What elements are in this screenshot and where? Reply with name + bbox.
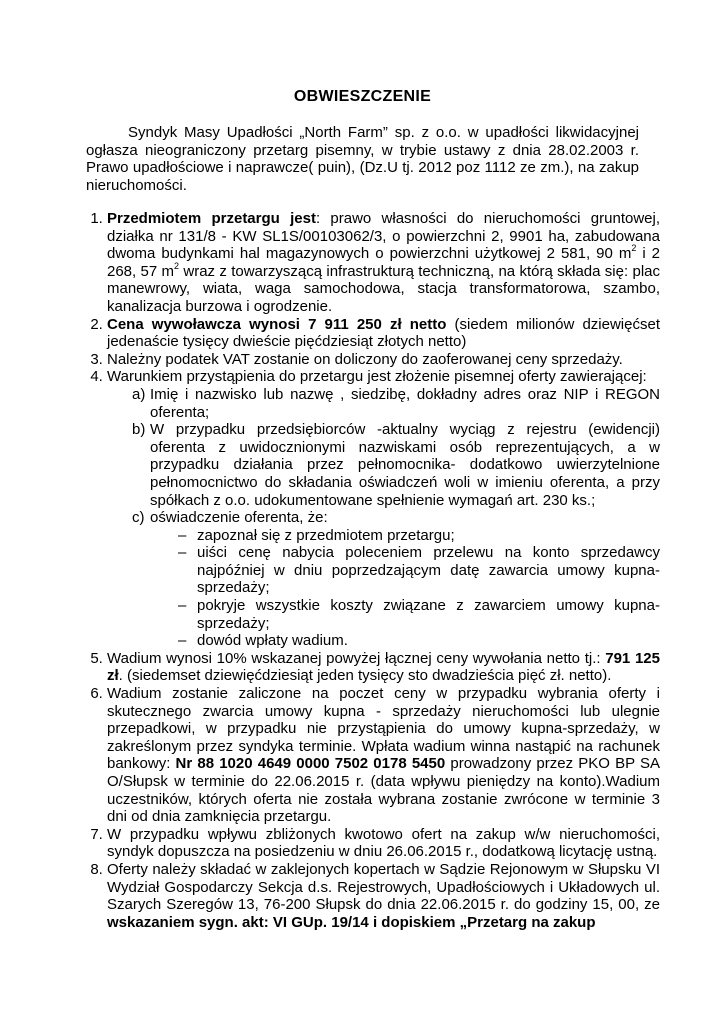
- sub-item-b: b) W przypadku przedsiębiorców -aktualny wyciąg z rejestru (ewidencji) oferenta z uwidocznionymi nazwiskami osób reprezentujących, a w przypadku działania przez pełnomocnika- dodatkowo uwierzytelnione pełnomocnictwo do składania oświadczeń woli w imieniu oferenta, a przy spółkach z o.o. udokumentowane spełnienie wymagań art. 230 ks.;: [132, 421, 660, 509]
- dash-item-4: – dowód wpłaty wadium.: [178, 632, 348, 650]
- page-title: OBWIESZCZENIE: [293, 88, 432, 105]
- list-item-1: 1. Przedmiotem przetargu jest: prawo własności do nieruchomości gruntowej, działka nr 131/8 - KW SL1S/00103062/3, o powierzchni 2, 9901 ha, zabudowana dwoma budynkami hal magazynowych o powierzchni użytkowej 2 581, 90 $m^2$ i 2 268, 57 $m^2$ wraz z towarzyszącą infrastrukturą techniczną, na którą składa się: plac manewrowy, wiata, waga samochodowa, stacja transformatorowa, szambo, kanalizacja burzowa i ogrodzenie.: [107, 210, 660, 316]
- list-item-2: 2. Cena wywoławcza wynosi 7 911 250 zł netto (siedem milionów dziewięćset jedenaście tysięcy dwieście pięćdziesiąt złotych netto): [107, 316, 660, 351]
- intro-paragraph: [86, 124, 639, 194]
- list-item-4: 4. Warunkiem przystąpienia do przetargu jest złożenie pisemnej oferty zawierającej: a) Imię i nazwisko lub nazwę , siedzibę, dokładny adres oraz NIP i REGON oferenta; b) W przypadku przedsiębiorców -aktualny wyciąg z rejestru (ewidencji) oferenta z uwidocznionymi nazwiskami osób reprezentujących, a w przypadku działania przez pełnomocnika- dodatkowo uwierzytelnione pełnomocnictwo do składania oświadczeń woli w imieniu oferenta, a przy spółkach z o.o. udokumentowane spełnienie wymagań art. 230 ks.; c) oświadczenie oferenta, że: – zapoznał się z przedmiotem przetargu; – uiści cenę nabycia poleceniem przelewu na konto sprzedawcy najpóźniej w dniu poprzedzającym datę zawarcia umowy kupna-sprzedaży; – pokryje wszystkie koszty związane z zawarciem umowy kupna-sprzedaży; – dowód wpłaty wadium.: [107, 368, 660, 650]
- intro-text: Syndyk Masy Upadłości „North Farm” sp. z o.o. w upadłości likwidacyjnej ogłasza nieograniczony przetarg pisemny, w trybie ustawy z dnia 28.02.2003 r. Prawo upadłościowe i naprawcze( puin), (Dz.U tj. 2012 poz 1112 ze zm.), na zakup nieruchomości.: [86, 124, 639, 194]
- list-item-8: 8. Oferty należy składać w zaklejonych kopertach w Sądzie Rejonowym w Słupsku VI Wydział Gospodarczy Sekcja d.s. Rejestrowych, Upadłościowych i Układowych ul. Szarych Szeregów 13, 76-200 Słupsk do dnia 22.06.2015 r. do godziny 15, 00, ze wskazaniem sygn. akt: VI GUp. 19/14 i dopiskiem „Przetarg na zakup: [107, 861, 660, 931]
- list-item-6: 6. Wadium zostanie zaliczone na poczet ceny w przypadku wybrania oferty i skutecznego zwarcia umowy kupna - sprzedaży nieruchomości lub ulegnie przepadkowi, w przypadku nie przystąpienia do umowy kupna-sprzedaży, w zakreślonym przez syndyka terminie. Wpłata wadium winna nastąpić na rachunek bankowy: Nr 88 1020 4649 0000 7502 0178 5450 prowadzony przez PKO BP SA O/Słupsk w terminie do 22.06.2015 r. (data wpływu pieniędzy na konto).Wadium uczestników, których oferta nie została wybrana zostanie zwrócone w terminie 3 dni od dnia zamknięcia przetargu.: [107, 685, 660, 826]
- declaration-list: [150, 527, 660, 650]
- item1-bold: Przedmiotem przetargu jest: [107, 210, 316, 227]
- item5-bold: 791 125 zł: [107, 649, 660, 685]
- sub-item-c: c) oświadczenie oferenta, że: – zapoznał się z przedmiotem przetargu; – uiści cenę nabycia poleceniem przelewu na konto sprzedawcy najpóźniej w dniu poprzedzającym datę zawarcia umowy kupna-sprzedaży; – pokryje wszystkie koszty związane z zawarciem umowy kupna-sprzedaży; – dowód wpłaty wadium.: [132, 509, 660, 650]
- item8-bold: wskazaniem sygn. akt: VI GUp. 19/14 i dopiskiem „Przetarg na zakup: [107, 913, 596, 931]
- bank-account-number: Nr 88 1020 4649 0000 7502 0178 5450: [175, 755, 446, 773]
- list-item-3: 3. Należny podatek VAT zostanie on doliczony do zaoferowanej ceny sprzedaży.: [107, 351, 660, 369]
- dash-item-3: – pokryje wszystkie koszty związane z zawarciem umowy kupna-sprzedaży;: [178, 597, 660, 632]
- sub-item-a: a) Imię i nazwisko lub nazwę , siedzibę, dokładny adres oraz NIP i REGON oferenta;: [132, 385, 660, 421]
- conditions-list: [86, 210, 660, 931]
- dash-item-1: – zapoznał się z przedmiotem przetargu;: [178, 526, 455, 544]
- item2-bold: Cena wywoławcza wynosi 7 911 250 zł netto: [107, 315, 447, 333]
- list-item-5: 5. Wadium wynosi 10% wskazanej powyżej łącznej ceny wywołania netto tj.: 791 125 zł. (siedemset dziewięćdziesiąt jeden tysięcy sto dwadzieścia pięć zł. netto).: [107, 650, 660, 685]
- list-item-7: 7. W przypadku wpływu zbliżonych kwotowo ofert na zakup w/w nieruchomości, syndyk dopuszcza na posiedzeniu w dniu 26.06.2015 r., dodatkową licytację ustną.: [107, 826, 660, 861]
- dash-item-2: – uiści cenę nabycia poleceniem przelewu na konto sprzedawcy najpóźniej w dniu poprzedzającym datę zawarcia umowy kupna-sprzedaży;: [178, 544, 660, 597]
- offer-contents-list: [107, 386, 660, 650]
